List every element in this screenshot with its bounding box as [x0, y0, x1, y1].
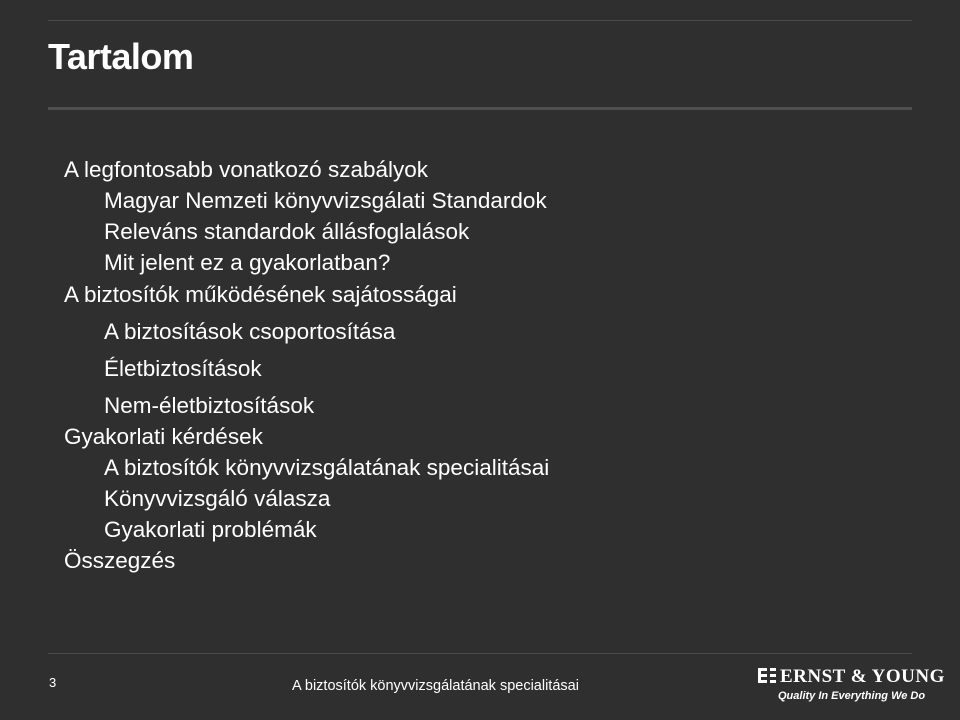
outline-subitem: Könyvvizsgáló válasza — [104, 486, 331, 511]
outline-subitem: Gyakorlati problémák — [104, 517, 317, 542]
ernst-young-logo — [758, 664, 945, 708]
top-divider — [48, 20, 912, 21]
title-divider — [48, 107, 912, 110]
outline-subitem: A biztosítók könyvvizsgálatának specialitásai — [104, 455, 550, 480]
footer-caption: A biztosítók könyvvizsgálatának specialitásai — [292, 678, 579, 694]
outline-item: A legfontosabb vonatkozó szabályok — [64, 157, 428, 182]
ey-logo-icon — [758, 666, 778, 688]
outline-subitem: Releváns standardok állásfoglalások — [104, 219, 470, 244]
footer-divider — [48, 653, 912, 654]
outline-subitem: Életbiztosítások — [104, 356, 262, 381]
page-number: 3 — [49, 675, 57, 690]
outline-subitem: Mit jelent ez a gyakorlatban? — [104, 250, 391, 275]
outline-item: Gyakorlati kérdések — [64, 424, 263, 449]
slide-title: Tartalom — [48, 36, 194, 77]
outline-subitem: A biztosítások csoportosítása — [104, 319, 396, 344]
outline-item: Összegzés — [64, 548, 176, 573]
outline-subitem: Nem-életbiztosítások — [104, 393, 315, 418]
outline-item: A biztosítók működésének sajátosságai — [64, 282, 457, 307]
outline-subitem: Magyar Nemzeti könyvvizsgálati Standardok — [104, 188, 547, 213]
logo-wordmark: ERNST & YOUNG — [780, 666, 945, 687]
logo-tagline: Quality In Everything We Do — [778, 690, 926, 702]
